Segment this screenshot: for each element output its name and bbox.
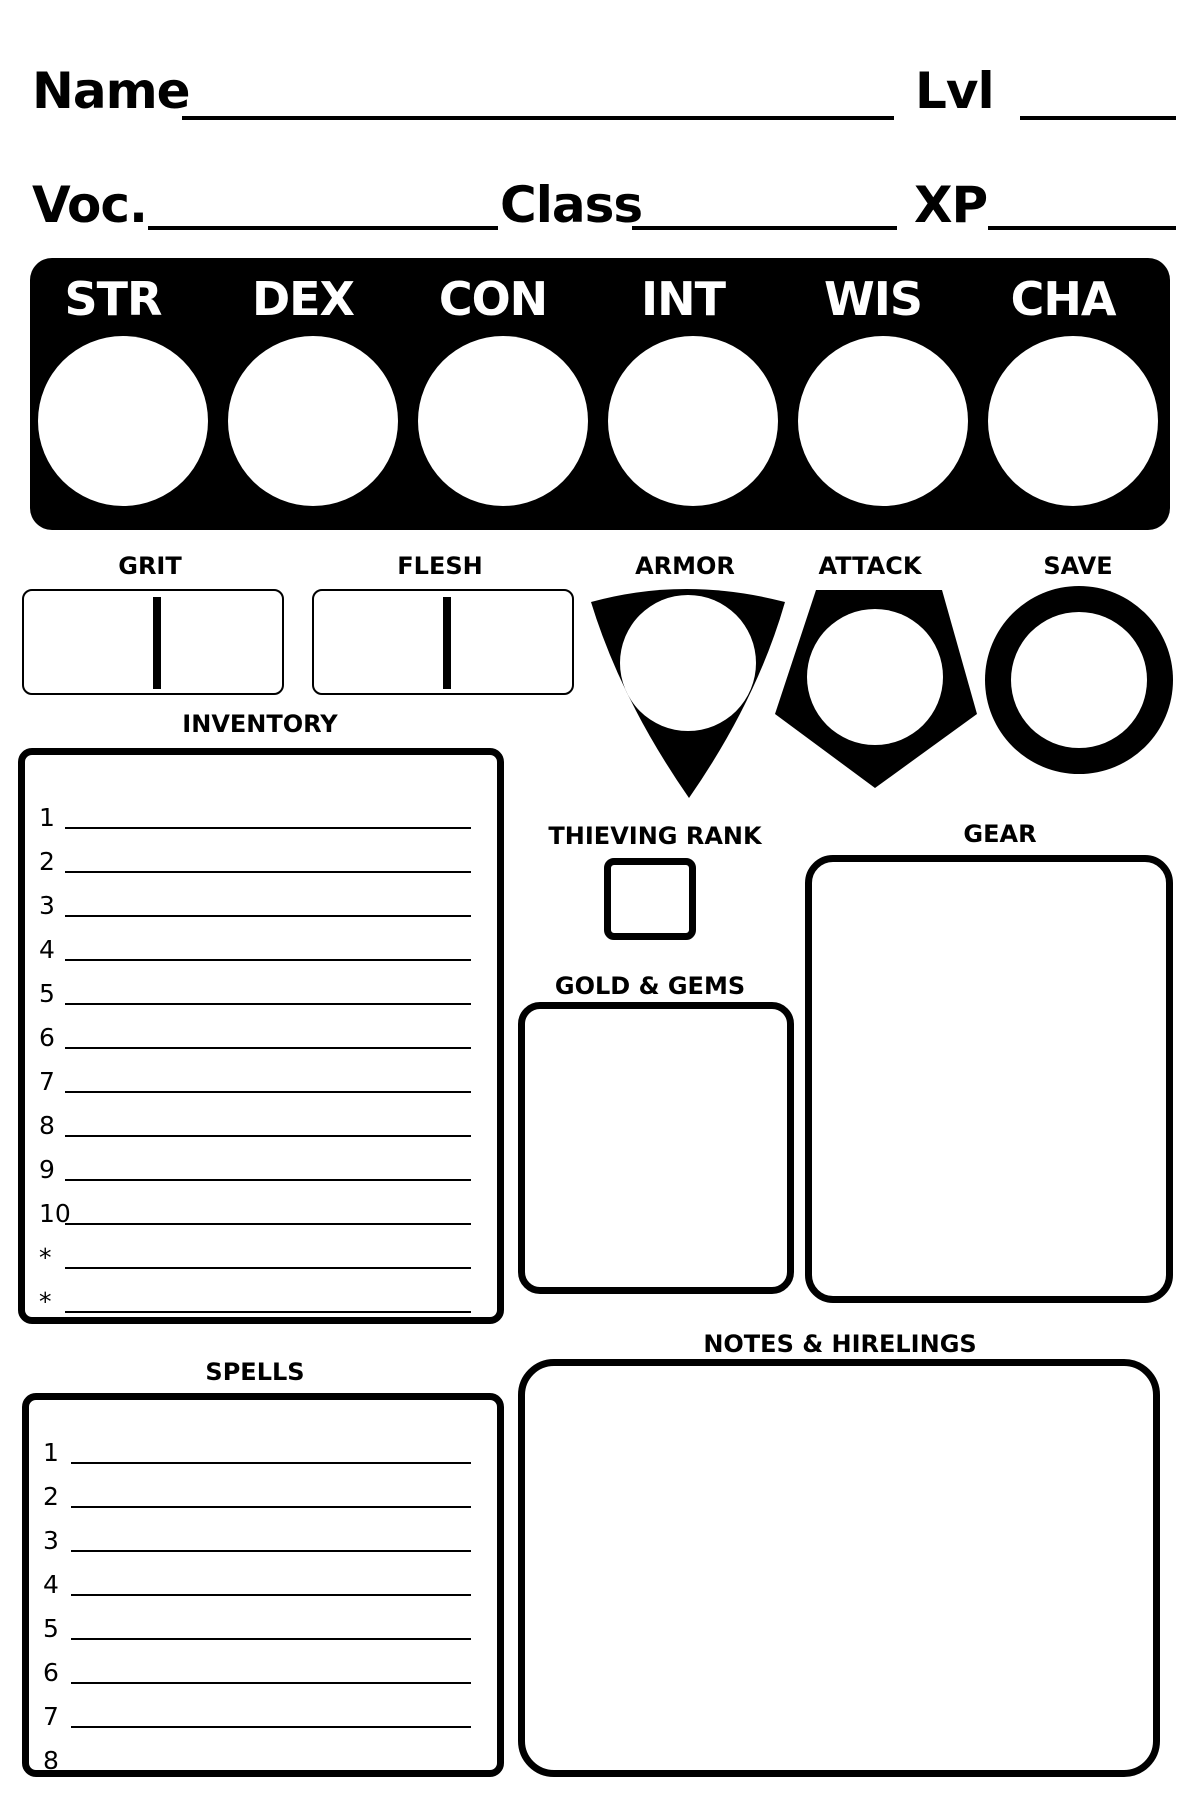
inventory-line[interactable] (65, 1179, 471, 1181)
ability-label-con: CON (438, 272, 548, 326)
inventory-line[interactable] (65, 1047, 471, 1049)
ability-scores-panel (30, 258, 1170, 530)
inventory-row[interactable] (25, 1233, 497, 1273)
ability-score-con[interactable] (418, 336, 588, 506)
spell-line[interactable] (71, 1682, 471, 1684)
level-label: Lvl (915, 62, 994, 120)
inventory-slot-number: 1 (39, 803, 55, 832)
spell-row[interactable] (29, 1604, 497, 1644)
ability-score-wis[interactable] (798, 336, 968, 506)
ability-score-dex[interactable] (228, 336, 398, 506)
grit-label: GRIT (118, 552, 182, 580)
spell-row[interactable] (29, 1736, 497, 1776)
inventory-row[interactable] (25, 793, 497, 833)
inventory-slot-number: 3 (39, 891, 55, 920)
spell-row[interactable] (29, 1428, 497, 1468)
name-field[interactable] (182, 116, 894, 120)
inventory-row[interactable] (25, 1013, 497, 1053)
derived-stats-shapes (585, 580, 1185, 810)
ability-score-cha[interactable] (988, 336, 1158, 506)
inventory-slot-number: 9 (39, 1155, 55, 1184)
save-label: SAVE (1043, 552, 1113, 580)
spell-line[interactable] (71, 1594, 471, 1596)
spell-line[interactable] (71, 1550, 471, 1552)
inventory-row[interactable] (25, 881, 497, 921)
inventory-slot-number: 10 (39, 1199, 71, 1228)
flesh-divider (443, 597, 451, 689)
inventory-row[interactable] (25, 1189, 497, 1229)
grit-box[interactable] (22, 589, 284, 695)
xp-field[interactable] (988, 226, 1176, 230)
name-label: Name (32, 62, 190, 120)
spell-slot-number: 1 (43, 1438, 59, 1467)
notes-hirelings-box[interactable] (518, 1359, 1160, 1777)
spell-row[interactable] (29, 1560, 497, 1600)
inventory-line[interactable] (65, 1091, 471, 1093)
gear-label: GEAR (963, 820, 1037, 848)
spell-slot-number: 4 (43, 1570, 59, 1599)
inventory-label: INVENTORY (182, 710, 338, 738)
spell-row[interactable] (29, 1692, 497, 1732)
spell-slot-number: 8 (43, 1746, 59, 1775)
inventory-line[interactable] (65, 1267, 471, 1269)
inventory-line[interactable] (65, 1003, 471, 1005)
inventory-line[interactable] (65, 915, 471, 917)
inventory-box (18, 748, 504, 1324)
ability-score-int[interactable] (608, 336, 778, 506)
inventory-line[interactable] (65, 1311, 471, 1313)
class-field[interactable] (632, 226, 897, 230)
spell-slot-number: 7 (43, 1702, 59, 1731)
inventory-line[interactable] (65, 1223, 471, 1225)
flesh-label: FLESH (397, 552, 483, 580)
thieving-rank-box[interactable] (604, 858, 696, 940)
inventory-row[interactable] (25, 1277, 497, 1317)
inventory-row[interactable] (25, 1145, 497, 1185)
inventory-row[interactable] (25, 925, 497, 965)
gold-gems-label: GOLD & GEMS (554, 972, 746, 1000)
ability-label-cha: CHA (1010, 272, 1116, 326)
grit-divider (153, 597, 161, 689)
armor-value-circle[interactable] (620, 595, 756, 731)
spell-line[interactable] (71, 1506, 471, 1508)
spells-box (22, 1393, 504, 1777)
spell-row[interactable] (29, 1648, 497, 1688)
inventory-slot-number: 7 (39, 1067, 55, 1096)
flesh-box[interactable] (312, 589, 574, 695)
save-value-circle[interactable] (1011, 612, 1147, 748)
level-field[interactable] (1020, 116, 1176, 120)
attack-label: ATTACK (818, 552, 922, 580)
inventory-row[interactable] (25, 1101, 497, 1141)
spells-label: SPELLS (205, 1358, 305, 1386)
ability-label-wis: WIS (824, 272, 922, 326)
notes-hirelings-label: NOTES & HIRELINGS (703, 1330, 977, 1358)
spell-slot-number: 5 (43, 1614, 59, 1643)
inventory-line[interactable] (65, 871, 471, 873)
ability-label-dex: DEX (251, 272, 355, 326)
attack-value-circle[interactable] (807, 609, 943, 745)
inventory-row[interactable] (25, 837, 497, 877)
spell-slot-number: 2 (43, 1482, 59, 1511)
inventory-line[interactable] (65, 959, 471, 961)
spell-slot-number: 3 (43, 1526, 59, 1555)
inventory-line[interactable] (65, 827, 471, 829)
spell-line[interactable] (71, 1462, 471, 1464)
armor-label: ARMOR (635, 552, 735, 580)
inventory-row[interactable] (25, 1057, 497, 1097)
spell-line[interactable] (71, 1638, 471, 1640)
inventory-slot-number: 6 (39, 1023, 55, 1052)
spell-row[interactable] (29, 1472, 497, 1512)
spell-line[interactable] (71, 1726, 471, 1728)
inventory-line[interactable] (65, 1135, 471, 1137)
inventory-slot-number: * (39, 1287, 52, 1316)
inventory-slot-number: 5 (39, 979, 55, 1008)
gear-box[interactable] (805, 855, 1173, 1303)
spell-line[interactable] (71, 1770, 471, 1772)
xp-label: XP (914, 176, 988, 234)
thieving-rank-label: THIEVING RANK (548, 822, 762, 850)
spell-slot-number: 6 (43, 1658, 59, 1687)
ability-label-str: STR (64, 272, 162, 326)
ability-score-str[interactable] (38, 336, 208, 506)
inventory-row[interactable] (25, 969, 497, 1009)
spell-row[interactable] (29, 1516, 497, 1556)
ability-label-int: INT (641, 272, 725, 326)
class-label: Class (500, 176, 643, 234)
vocation-label: Voc. (32, 176, 147, 234)
inventory-slot-number: 8 (39, 1111, 55, 1140)
gold-gems-box[interactable] (518, 1002, 794, 1294)
inventory-slot-number: 4 (39, 935, 55, 964)
vocation-field[interactable] (148, 226, 498, 230)
inventory-slot-number: 2 (39, 847, 55, 876)
inventory-slot-number: * (39, 1243, 52, 1272)
